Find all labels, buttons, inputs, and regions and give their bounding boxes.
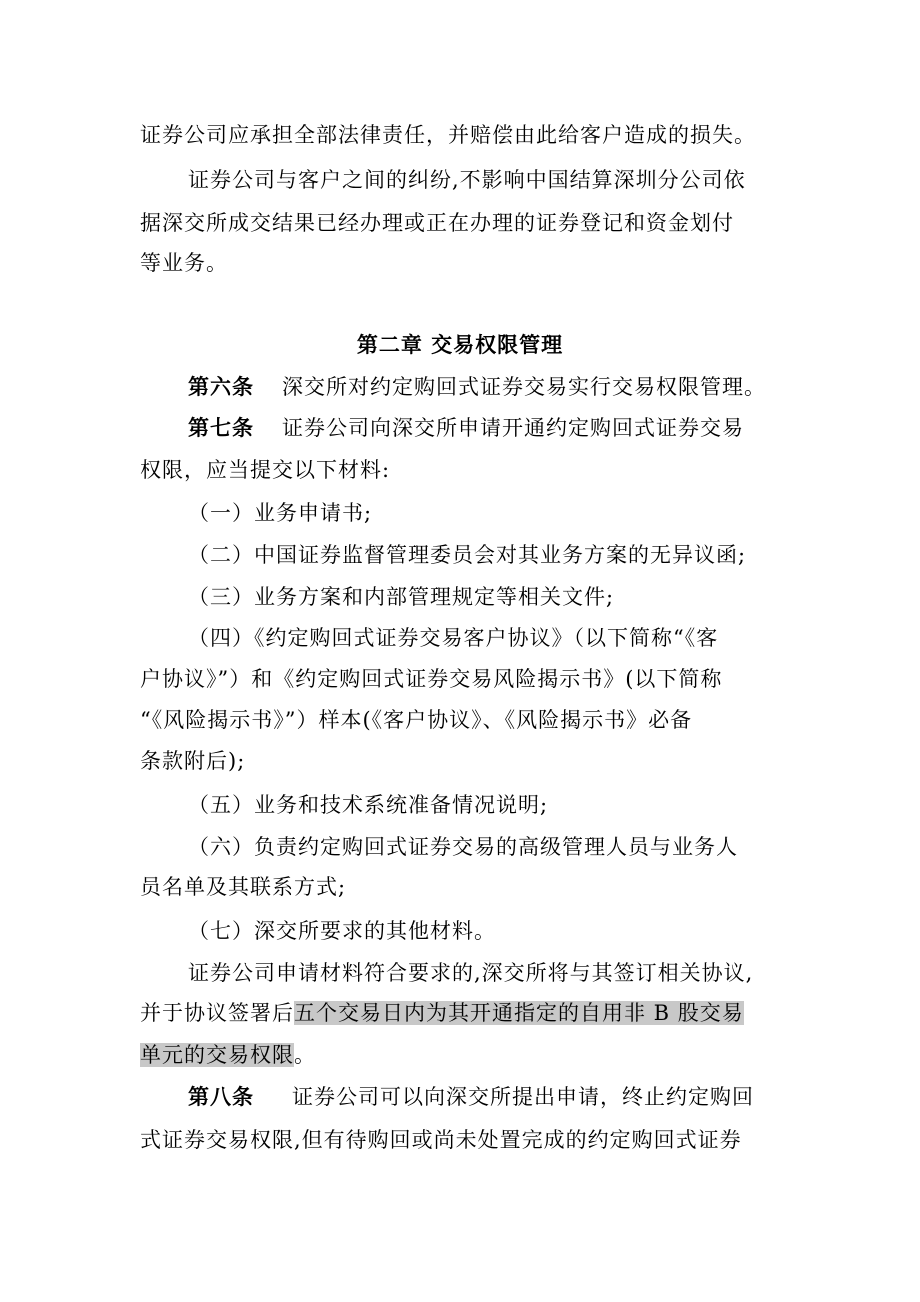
paragraph-line: 证券公司申请材料符合要求的,深交所将与其签订相关协议, xyxy=(188,961,754,985)
paragraph-line: 证券公司应承担全部法律责任，并赔偿由此给客户造成的损失。 xyxy=(140,123,756,147)
article-text: 证券公司向深交所申请开通约定购回式证券交易 xyxy=(282,416,744,440)
paragraph-line xyxy=(140,1040,785,1070)
article-text: 证券公司可以向深交所提出申请，终止约定购回 xyxy=(292,1085,754,1109)
list-item: （七）深交所要求的其他材料。 xyxy=(188,919,496,943)
paragraph-line xyxy=(140,998,785,1028)
article-label: 第八条 xyxy=(188,1084,254,1109)
list-item-continuation: “《风险揭示书》”）样本(《客户协议》、《风险揭示书》必备 xyxy=(140,708,693,732)
article-label: 第七条 xyxy=(188,415,254,440)
highlighted-text: 五个交易日内为其开通指定的自用非 B 股交易 xyxy=(294,1001,744,1025)
list-item: （二）中国证券监督管理委员会对其业务方案的无异议函; xyxy=(188,543,747,567)
article-label: 第六条 xyxy=(188,374,254,399)
paragraph-line: 据深交所成交结果已经办理或正在办理的证券登记和资金划付 xyxy=(140,211,734,235)
chapter-title: 第二章 交易权限管理 xyxy=(356,332,564,357)
paragraph-line: 证券公司与客户之间的纠纷,不影响中国结算深圳分公司依 xyxy=(188,168,746,192)
paragraph-line: 等业务。 xyxy=(140,251,228,275)
list-item: （三）业务方案和内部管理规定等相关文件; xyxy=(188,585,615,609)
text-segment: 。 xyxy=(294,1043,316,1067)
list-item-continuation: 员名单及其联系方式; xyxy=(140,875,347,899)
text-segment: 并于协议签署后 xyxy=(140,1001,294,1025)
list-item-continuation: 户协议》”）和《约定购回式证券交易风险揭示书》(以下简称 xyxy=(140,667,723,691)
list-item: （五）业务和技术系统准备情况说明; xyxy=(188,793,549,817)
list-item: （六）负责约定购回式证券交易的高级管理人员与业务人 xyxy=(188,835,738,859)
paragraph-line: 式证券交易权限,但有待购回或尚未处置完成的约定购回式证券 xyxy=(140,1128,742,1152)
paragraph-line: 权限，应当提交以下材料: xyxy=(140,458,391,482)
article-8 xyxy=(188,1082,833,1112)
article-text: 深交所对约定购回式证券交易实行交易权限管理。 xyxy=(282,375,766,399)
list-item-continuation: 条款附后); xyxy=(140,749,246,773)
article-6 xyxy=(188,372,833,402)
highlighted-text: 单元的交易权限 xyxy=(140,1043,294,1067)
list-item: （四）《约定购回式证券交易客户协议》（以下简称“《客 xyxy=(188,626,719,650)
list-item: （一）业务申请书; xyxy=(188,501,373,525)
article-7 xyxy=(188,413,833,443)
